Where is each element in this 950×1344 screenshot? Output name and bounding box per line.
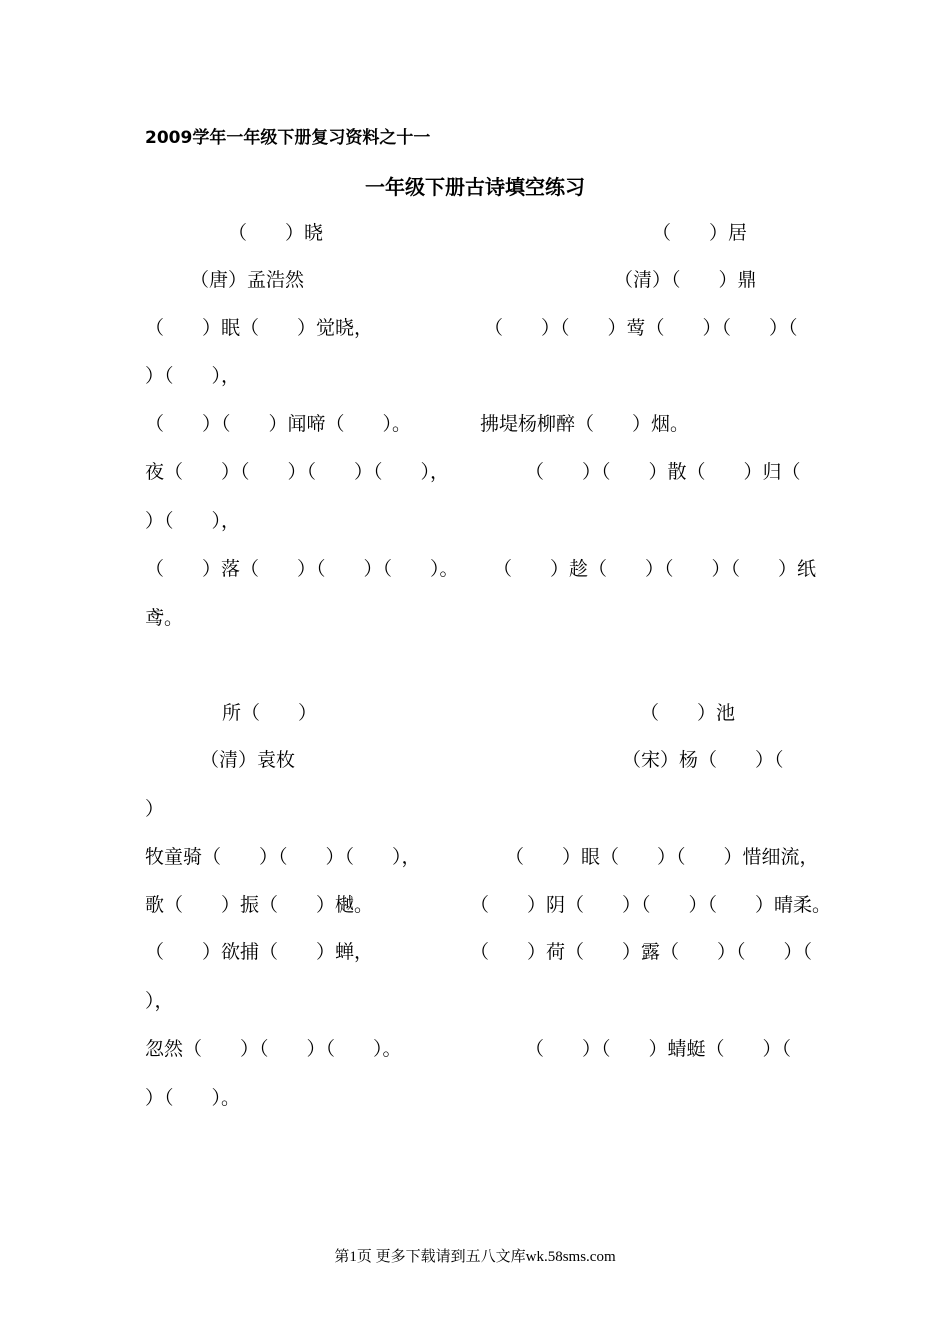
poem4-line-4a: （ ）（ ）蜻蜓（ ）（ bbox=[525, 1038, 792, 1060]
poem1-line-2: （ ）（ ）闻啼（ ）。 bbox=[145, 413, 412, 435]
document-title: 一年级下册古诗填空练习 bbox=[365, 175, 585, 199]
poem4-line-3b: ）， bbox=[145, 990, 174, 1012]
poem2-line-4a: （ ）趁（ ）（ ）（ ）纸 bbox=[493, 558, 817, 580]
poem3-title: 所（ ） bbox=[222, 702, 318, 724]
poem4-line-3a: （ ）荷（ ）露（ ）（ ）（ bbox=[470, 941, 813, 963]
poem3-line-3: （ ）欲捕（ ）蝉， bbox=[145, 941, 374, 963]
page-footer: 第1页 更多下载请到五八文库wk.58sms.com bbox=[334, 1249, 616, 1265]
poem3-author: （清）袁枚 bbox=[200, 749, 296, 771]
poem2-line-1a: （ ）（ ）莺（ ）（ ）（ bbox=[484, 317, 798, 339]
poem4-line-2: （ ）阴（ ）（ ）（ ）晴柔。 bbox=[470, 894, 832, 916]
poem3-line-1: 牧童骑（ ）（ ）（ ）， bbox=[145, 846, 421, 868]
poem2-line-4b: 鸢。 bbox=[145, 607, 184, 629]
poem1-line-1: （ ）眠（ ）觉晓， bbox=[145, 317, 374, 339]
poem1-author: （唐）孟浩然 bbox=[190, 269, 305, 291]
poem1-line-3: 夜（ ）（ ）（ ）（ ）， bbox=[145, 461, 450, 483]
poem3-line-2: 歌（ ）振（ ）樾。 bbox=[145, 894, 374, 916]
poem2-title: （ ）居 bbox=[652, 222, 748, 244]
poem4-line-1: （ ）眼（ ）（ ）惜细流， bbox=[505, 846, 819, 868]
document-header: 2009学年一年级下册复习资料之十一 bbox=[145, 128, 431, 148]
poem1-title: （ ）晓 bbox=[228, 222, 324, 244]
poem2-line-3a: （ ）（ ）散（ ）归（ bbox=[525, 461, 801, 483]
poem1-line-4: （ ）落（ ）（ ）（ ）。 bbox=[145, 558, 459, 580]
poem4-line-4b: ）（ ）。 bbox=[145, 1087, 241, 1109]
poem4-author-b: ） bbox=[145, 798, 165, 820]
poem4-title: （ ）池 bbox=[640, 702, 736, 724]
poem2-line-2: 拂堤杨柳醉（ ）烟。 bbox=[480, 413, 690, 435]
poem2-line-1b: ）（ ）， bbox=[145, 365, 241, 387]
poem2-author: （清）（ ）鼎 bbox=[614, 269, 757, 291]
poem4-author-a: （宋）杨（ ）（ bbox=[622, 749, 784, 771]
poem2-line-3b: ）（ ）， bbox=[145, 510, 241, 532]
poem3-line-4: 忽然（ ）（ ）（ ）。 bbox=[145, 1038, 402, 1060]
